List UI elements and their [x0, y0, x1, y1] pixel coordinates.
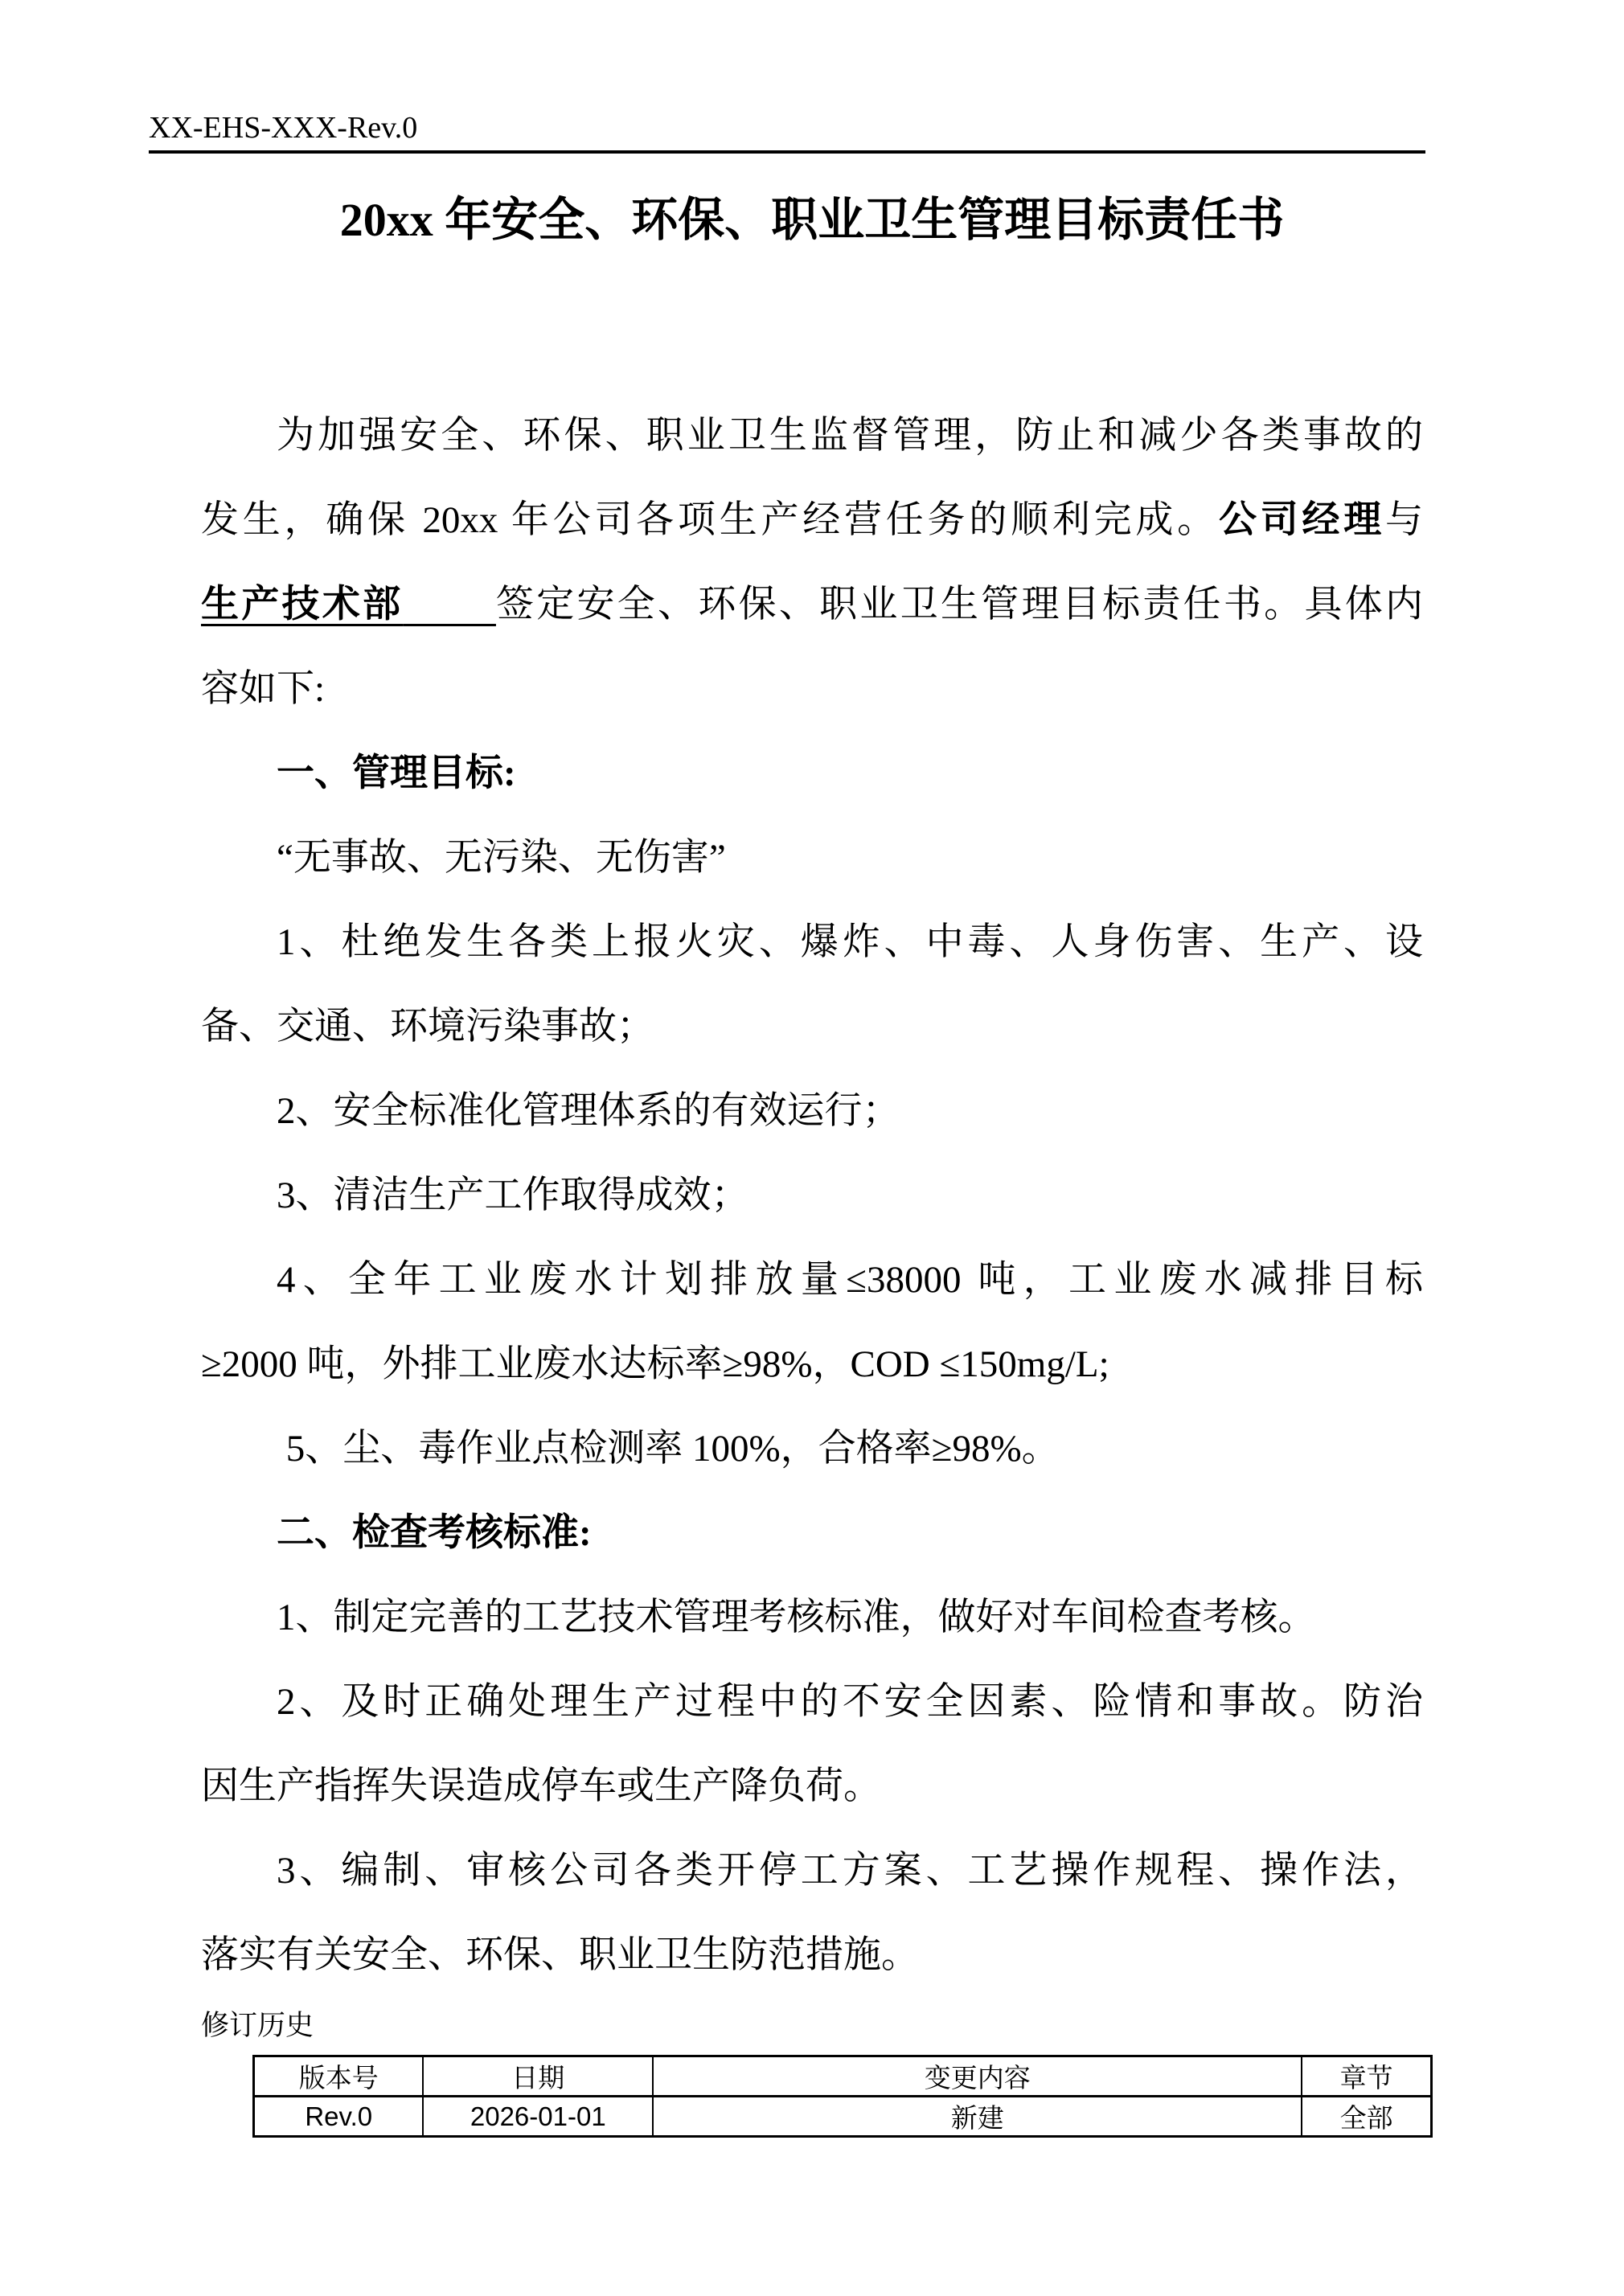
text-run: 签定安全、环保、职业卫生管理目标责任书。具体内	[495, 584, 1423, 625]
table-row	[254, 2097, 1432, 2137]
body-line	[201, 563, 1423, 647]
body-line	[201, 1322, 1423, 1407]
document-code: XX-EHS-XXX-Rev.0	[149, 111, 418, 145]
text-run: “无事故、无污染、无伤害”	[277, 837, 726, 879]
text-run: 2、及时正确处理生产过程中的不安全因素、险情和事故。防治	[277, 1681, 1423, 1723]
column-header-change: 变更内容	[653, 2056, 1302, 2097]
text-run: 容如下:	[201, 668, 326, 710]
body-line	[201, 647, 1423, 732]
cell-change: 新建	[653, 2097, 1302, 2137]
text-run: 2、安全标准化管理体系的有效运行；	[277, 1090, 900, 1132]
text-run: 为加强安全、环保、职业卫生监督管理，防止和减少各类事故的	[277, 415, 1423, 457]
body-line	[201, 1913, 1423, 1998]
text-run: 二、检查考核标准:	[277, 1512, 592, 1554]
text-run: 落实有关安全、环保、职业卫生防范措施。	[201, 1934, 919, 1976]
text-run: 4、全年工业废水计划排放量≤38000 吨，工业废水减排目标	[277, 1259, 1423, 1301]
text-run: 生产技术部	[201, 584, 404, 625]
text-run: 发生，确保 20xx 年公司各项生产经营任务的顺利完成。	[201, 499, 1219, 541]
body-line	[201, 1829, 1423, 1913]
text-run: 备、交通、环境污染事故；	[201, 1006, 654, 1048]
text-run: 1、杜绝发生各类上报火灾、爆炸、中毒、人身伤害、生产、设	[277, 921, 1423, 963]
body-line	[201, 1576, 1423, 1660]
document-body	[201, 394, 1423, 1998]
text-run: 公司经理	[1218, 499, 1386, 541]
page-title: 20xx 年安全、环保、职业卫生管理目标责任书	[339, 194, 1285, 246]
body-line	[201, 816, 1423, 900]
body-line	[201, 732, 1423, 816]
page-header	[149, 111, 1425, 154]
text-run: 与	[1385, 499, 1423, 541]
text-run: 3、编制、审核公司各类开停工方案、工艺操作规程、操作法，	[277, 1850, 1423, 1892]
text-run	[403, 584, 496, 625]
body-line	[201, 1238, 1423, 1322]
body-line	[201, 1154, 1423, 1238]
text-run: 3、清洁生产工作取得成效；	[277, 1175, 749, 1216]
text-run: 一、管理目标:	[277, 752, 516, 794]
body-line	[201, 1745, 1423, 1829]
body-line	[201, 900, 1423, 985]
revision-history-table	[252, 2055, 1433, 2138]
cell-date: 2026-01-01	[423, 2097, 653, 2137]
table-header-row	[254, 2056, 1432, 2097]
cell-version: Rev.0	[254, 2097, 424, 2137]
column-header-version: 版本号	[254, 2056, 424, 2097]
text-run: 1、制定完善的工艺技术管理考核标准，做好对车间检查考核。	[277, 1597, 1316, 1638]
text-run: 5、尘、毒作业点检测率 100%，合格率≥98%。	[277, 1428, 1060, 1470]
text-run: ≥2000 吨，外排工业废水达标率≥98%，COD ≤150mg/L;	[201, 1343, 1109, 1385]
body-line	[201, 1407, 1423, 1491]
body-line	[201, 1069, 1423, 1154]
body-line	[201, 985, 1423, 1069]
body-line	[201, 1491, 1423, 1576]
body-line	[201, 394, 1423, 478]
body-line	[201, 1660, 1423, 1745]
text-run: 因生产指挥失误造成停车或生产降负荷。	[201, 1765, 881, 1807]
column-header-section: 章节	[1302, 2056, 1431, 2097]
cell-section: 全部	[1302, 2097, 1431, 2137]
revision-history-label: 修订历史	[201, 2010, 314, 2041]
body-line	[201, 478, 1423, 563]
column-header-date: 日期	[423, 2056, 653, 2097]
